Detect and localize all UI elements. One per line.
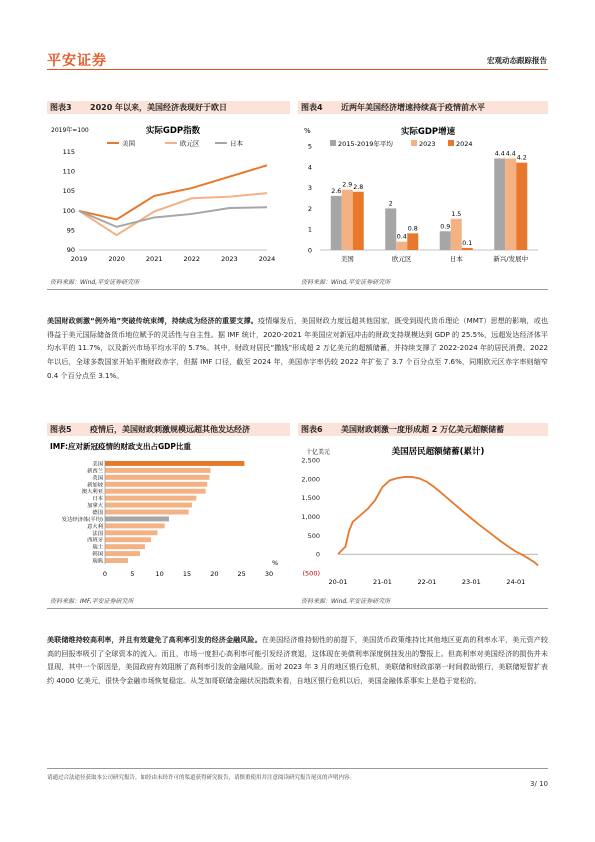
fig5-category-label: 美国 <box>92 461 103 468</box>
fig4-source: 资料来源：Wind,平安证券研究所 <box>301 279 391 286</box>
fig4-x-tick: 新兴/发展中 <box>493 255 529 263</box>
fig5-category-label: 韩国 <box>92 551 103 558</box>
fig4-data-label: 4.2 <box>516 154 527 162</box>
report-type: 宏观动态跟踪报告 <box>487 56 547 65</box>
fig5-bar <box>105 537 151 542</box>
fig5-x-tick: 5 <box>130 570 135 578</box>
page-number: 3/ 10 <box>530 780 548 788</box>
fig4-data-label: 2.8 <box>353 183 364 191</box>
fig5-category-label: 新加坡 <box>87 482 103 489</box>
fig3-x-tick: 2023 <box>221 255 238 263</box>
fig5-category-label: 法国 <box>92 530 103 537</box>
fig4-y-tick: 4 <box>307 163 312 172</box>
fig4-y-tick: 5 <box>307 142 312 151</box>
fig4-chart <box>298 116 548 270</box>
fig4-data-label: 4.4 <box>494 150 505 158</box>
fig6-source: 资料来源：Wind,平安证券研究所 <box>301 598 391 605</box>
fig4-legend-label: 2015-2019年平均 <box>338 140 393 148</box>
paragraph-fiscal-lead: 美国财政刺激“例外地”突破传统束缚，持续成为经济的重要支撑。 <box>47 316 258 325</box>
fig5-chart <box>47 438 290 590</box>
fig6-y-tick: 1,500 <box>301 494 320 503</box>
fig4-y-tick: 0 <box>307 246 312 255</box>
fig4-bar <box>407 233 418 250</box>
fig4-title: 近两年美国经济增速持续高于疫情前水平 <box>341 103 485 112</box>
fig4-data-label: 1.5 <box>451 210 462 218</box>
section-rule <box>47 289 548 290</box>
fig4-data-label: 0.1 <box>462 239 473 247</box>
fig5-bar <box>105 489 206 494</box>
fig4-legend-swatch <box>448 140 454 146</box>
fig4-data-label: 2.6 <box>331 187 342 195</box>
fig4-legend-label: 2023 <box>419 140 436 148</box>
fig5-category-label: 意大利 <box>87 523 103 530</box>
fig5-bar <box>105 551 140 556</box>
fig5-x-tick: 25 <box>237 570 246 578</box>
fig4-bar <box>385 208 396 250</box>
fig4-unit-label: % <box>304 127 311 135</box>
fig6-x-tick: 24-01 <box>506 578 526 586</box>
fig6-x-tick: 22-01 <box>417 578 437 586</box>
fig3-series-line <box>79 193 267 235</box>
fig6-y-tick: (500) <box>302 569 320 578</box>
fig4-y-tick: 2 <box>307 204 312 213</box>
fig6-y-tick: 500 <box>307 531 320 540</box>
fig5-chart-title: IMF:应对新冠疫情的财政支出占GDP比重 <box>50 442 191 451</box>
fig5-category-label: 瑞士 <box>92 544 103 551</box>
fig5-category-label: 英国 <box>92 475 103 482</box>
fig6-unit-label: 十亿美元 <box>306 449 331 456</box>
fig3-x-tick: 2024 <box>258 255 276 263</box>
fig3-y-tick: 90 <box>66 246 75 254</box>
fig4-legend-swatch <box>330 140 336 146</box>
header-rule <box>47 69 548 70</box>
fig3-x-tick: 2021 <box>145 255 163 263</box>
paragraph-fed <box>47 633 548 688</box>
fig6-y-tick: 2,500 <box>301 456 320 465</box>
paragraph-fed-lead: 美联储维持较高利率，并且有效避免了高利率引发的经济金融风险。 <box>47 635 262 644</box>
paragraph-fiscal <box>47 314 548 383</box>
fig6-y-tick: 0 <box>315 550 320 559</box>
fig4-x-tick: 日本 <box>449 255 463 263</box>
fig4-bar <box>331 196 342 250</box>
fig3-chart <box>47 116 290 270</box>
fig5-x-tick: 10 <box>155 570 164 578</box>
fig4-bar <box>516 163 527 250</box>
fig3-y-tick: 105 <box>62 187 75 196</box>
fig3-y-tick: 95 <box>66 226 75 235</box>
fig4-bar <box>353 192 364 250</box>
fig3-x-tick: 2022 <box>183 255 201 263</box>
fig5-number: 图表5 <box>50 425 72 434</box>
fig5-category-label: 澳大利亚 <box>81 489 103 496</box>
fig4-data-label: 0.4 <box>396 233 407 241</box>
fig6-x-tick: 21-01 <box>372 578 392 586</box>
footer-rule <box>47 768 548 769</box>
fig5-bar <box>105 558 128 563</box>
fig4-bar <box>440 231 451 250</box>
fig5-bar <box>105 523 165 528</box>
fig5-bar <box>105 461 244 466</box>
fig5-category-label: 德国 <box>92 510 103 516</box>
fig6-y-tick: 1,000 <box>301 513 320 521</box>
fig4-data-label: 2.9 <box>342 181 353 189</box>
fig4-y-tick: 1 <box>307 225 312 234</box>
fig3-y-tick: 100 <box>62 206 75 215</box>
fig6-x-tick: 20-01 <box>328 578 348 586</box>
fig3-unit-label: 2019年=100 <box>51 127 89 134</box>
fig5-bar <box>105 468 211 473</box>
fig3-y-tick: 110 <box>62 167 75 176</box>
fig5-bar <box>105 482 207 487</box>
fig6-title-bar <box>298 423 548 436</box>
fig5-category-label: 加拿大 <box>87 503 103 510</box>
paragraph-fed-body: 在美国经济维持韧性的前提下，美国货币政策维持比其他地区更高的利率水平，美元资产较高的回报率吸引了全球资本的流入。而且，市场一度担心高利率可能引发经济衰退，这体现在美债利率深度倒挂发出的警报上。但高利率对美国经济的损伤并未显现，其中一个原因是，美国政府有效阻断了高利率引发的金融风险。面对 2023 年 3 月的地区银行危机，美联储和财政部第一时间救助银行，美联储短智扩表约 4000 亿美元，很快令金融市场恢复稳定。从芝加哥联储金融状况指数来看，自地区银行危机以后，美国金融体系事实上是趋于宽松的。 <box>47 635 549 686</box>
fig3-source: 资料来源：Wind,平安证券研究所 <box>50 279 140 286</box>
fig3-x-tick: 2020 <box>108 255 125 263</box>
fig5-bar <box>105 510 189 515</box>
paragraph-fiscal-body: 疫情爆发后，美国财政力度远超其他国家，既受到现代货币理论（MMT）思想的影响，或也得益于美元国际储备货币地位赋予的灵活性与自主性。据 IMF 统计，2020-2021 年美国应对新冠冲击的财政支持规模达到 GDP 的 25.5%，远超发达经济体平均水平的 11.7%，以及新兴市场平均水平的 5.7%。其中，财政对居民“撒钱”形成超 2 万亿美元的超额储蓄，并持续支撑了 2022-2024 年的居民消费。2022 年以后，全球多数国家开始平衡财政赤字，但据 IMF 口径，截至 2024 年，美国赤字率仍较 2022 年扩张了 3.7 个百分点至 7.6%，同期欧元区赤字率则缩窄 0.4 个百分点至 3.1%。 <box>47 316 548 380</box>
fig5-x-tick: 0 <box>102 570 108 578</box>
fig4-bar <box>342 190 353 250</box>
fig5-category-label: 新西兰 <box>87 468 103 475</box>
fig3-x-tick: 2019 <box>70 255 88 263</box>
fig4-data-label: 0.9 <box>440 223 451 231</box>
fig4-x-tick: 欧元区 <box>392 255 412 263</box>
fig6-title: 美国财政刺激一度形成超 2 万亿美元超额储蓄 <box>341 425 505 434</box>
fig4-bar <box>494 158 505 250</box>
fig6-chart-title: 美国居民超额储蓄(累计) <box>391 447 485 457</box>
fig5-bar <box>105 530 157 535</box>
fig3-title: 2020 年以来，美国经济表现好于欧日 <box>90 103 228 112</box>
fig5-category-label: 西班牙 <box>87 537 103 544</box>
fig4-chart-title: 实际GDP增速 <box>400 127 456 137</box>
fig3-title-bar <box>47 101 290 114</box>
fig5-bar <box>105 503 192 508</box>
fig3-y-tick: 115 <box>62 148 75 156</box>
footer-disclaimer: 请通过合法途径获取本公司研究报告，如经由未经许可的渠道获得研究报告，请慎重使用并注意阅读研究报告尾页的声明内容。 <box>47 775 356 781</box>
fig4-legend-swatch <box>411 140 417 146</box>
fig6-series-line <box>338 477 538 566</box>
fig4-bar <box>451 219 462 250</box>
fig4-title-bar <box>298 101 548 114</box>
fig4-bar <box>462 248 473 250</box>
fig3-legend-label: 日本 <box>230 139 243 148</box>
fig3-chart-title: 实际GDP指数 <box>145 126 201 136</box>
fig5-category-label: 日本 <box>92 496 103 503</box>
fig4-bar <box>505 158 516 250</box>
fig6-y-tick: 2,000 <box>301 475 320 484</box>
fig6-x-tick: 23-01 <box>461 578 481 586</box>
fig5-title: 疫情后，美国财政刺激规模远超其他发达经济 <box>90 425 250 434</box>
fig5-category-label: 发达经济体(平均) <box>61 516 103 523</box>
company-logo: 平安证券 <box>47 53 107 69</box>
fig4-bar <box>396 242 407 250</box>
fig4-legend-label: 2024 <box>456 140 473 148</box>
fig6-number: 图表6 <box>301 425 323 434</box>
fig5-bar <box>105 496 196 501</box>
section-rule-2 <box>47 608 548 609</box>
fig3-legend-label: 欧元区 <box>180 139 200 148</box>
fig5-title-bar <box>47 423 290 436</box>
fig4-data-label: 0.8 <box>407 225 418 233</box>
fig4-y-tick: 3 <box>307 184 312 193</box>
fig4-number: 图表4 <box>301 103 323 112</box>
fig3-legend-label: 美国 <box>122 139 135 148</box>
fig4-data-label: 2 <box>388 200 393 208</box>
fig5-x-tick: 20 <box>210 570 219 578</box>
fig5-category-label: 瑞典 <box>92 558 103 565</box>
fig6-chart <box>298 438 548 590</box>
fig5-bar <box>105 544 145 549</box>
fig5-bar <box>105 516 169 521</box>
fig4-x-tick: 美国 <box>340 255 354 263</box>
fig5-bar <box>105 475 209 480</box>
fig5-unit-label: % <box>272 559 279 567</box>
fig5-x-tick: 30 <box>264 570 274 578</box>
fig4-data-label: 4.4 <box>505 150 516 158</box>
fig5-x-tick: 15 <box>182 570 192 578</box>
fig3-number: 图表3 <box>50 103 72 112</box>
fig3-series-line <box>79 165 267 219</box>
fig5-source: 资料来源：IMF,平安证券研究所 <box>50 598 134 605</box>
